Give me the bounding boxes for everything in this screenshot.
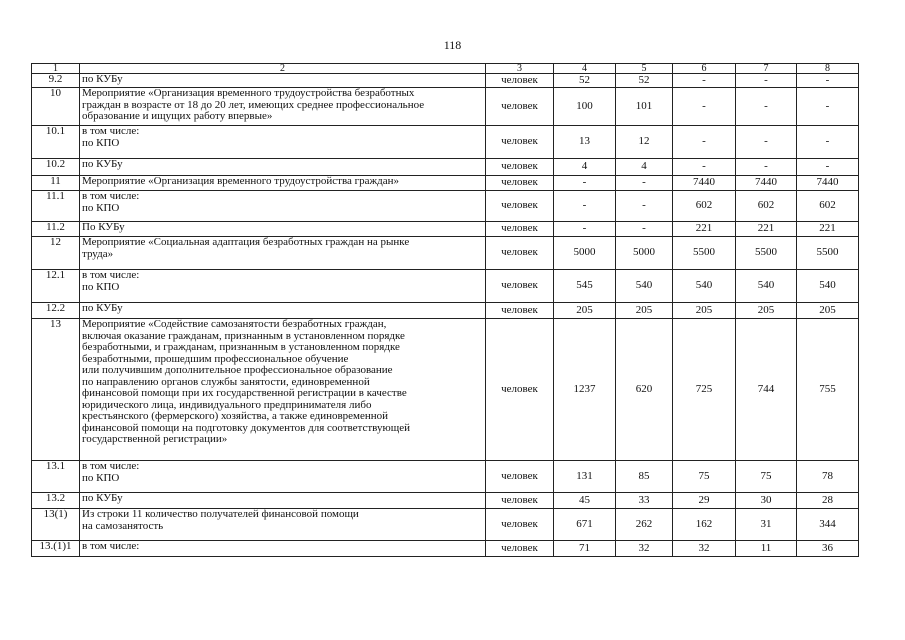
row-value: -: [673, 88, 736, 126]
row-description: [80, 319, 486, 461]
row-number: 9.2: [32, 74, 80, 88]
row-value: -: [736, 126, 797, 159]
row-value: 32: [616, 541, 673, 557]
row-description: [80, 159, 486, 176]
row-value: 75: [736, 461, 797, 493]
row-number: 13.2: [32, 493, 80, 509]
row-value: 5500: [673, 237, 736, 270]
row-description: [80, 222, 486, 237]
row-unit: человек: [486, 74, 554, 88]
table-row: [32, 319, 859, 461]
row-value: -: [736, 159, 797, 176]
row-value: 12: [616, 126, 673, 159]
row-value: 78: [797, 461, 859, 493]
row-description: [80, 88, 486, 126]
row-value: 540: [797, 270, 859, 303]
row-value: -: [554, 222, 616, 237]
table-row: [32, 126, 859, 159]
row-value: 540: [673, 270, 736, 303]
column-header: 1: [32, 64, 80, 74]
row-value: 85: [616, 461, 673, 493]
row-value: -: [616, 176, 673, 191]
row-value: 52: [554, 74, 616, 88]
row-unit: человек: [486, 176, 554, 191]
row-value: 5000: [616, 237, 673, 270]
row-description-text: в том числе: по КПО: [82, 125, 140, 149]
row-value: 28: [797, 493, 859, 509]
row-value: 31: [736, 509, 797, 541]
row-value: -: [797, 159, 859, 176]
row-value: -: [616, 191, 673, 222]
table-row: [32, 493, 859, 509]
row-description-text: Мероприятие «Организация временного трудоустройства безработных граждан в возрасте от 18 до 20 лет, имеющих среднее профессиональное образование и ищущих работу впервые»: [82, 87, 425, 122]
row-number: 10.2: [32, 159, 80, 176]
table-row: [32, 303, 859, 319]
row-value: -: [673, 74, 736, 88]
table-row: [32, 541, 859, 557]
table-row: [32, 159, 859, 176]
column-header: 4: [554, 64, 616, 74]
row-unit: человек: [486, 88, 554, 126]
row-value: 744: [736, 319, 797, 461]
row-value: -: [616, 222, 673, 237]
row-description-text: в том числе: по КПО: [82, 460, 140, 484]
row-number: 12: [32, 237, 80, 270]
table-row: [32, 74, 859, 88]
row-value: 32: [673, 541, 736, 557]
row-value: 1237: [554, 319, 616, 461]
row-description: [80, 509, 486, 541]
row-value: 755: [797, 319, 859, 461]
column-header: 3: [486, 64, 554, 74]
row-value: 602: [673, 191, 736, 222]
row-description-text: Мероприятие «Содействие самозанятости безработных граждан, включая оказание гражданам, признанным в установленном порядке безработными, и гражданам, признанным в установленном порядке безработными, прошедшим профессиональное обучение или получившим дополнительное профессиональное образование по направлению органов службы занятости, единовременной финансовой помощи при их государственной регистрации в качестве юридического лица, индивидуального предпринимателя либо крестьянского (фермерского) хозяйства, а также единовременной финансовой помощи на подготовку документов для соответствующей государственной регистрации»: [82, 318, 410, 445]
row-value: 5500: [797, 237, 859, 270]
row-value: -: [797, 126, 859, 159]
row-value: 29: [673, 493, 736, 509]
row-value: 725: [673, 319, 736, 461]
row-value: 205: [616, 303, 673, 319]
row-value: 36: [797, 541, 859, 557]
row-value: 205: [554, 303, 616, 319]
row-value: 540: [736, 270, 797, 303]
row-description: [80, 461, 486, 493]
column-header: 7: [736, 64, 797, 74]
row-description: [80, 176, 486, 191]
header-row: [32, 64, 859, 74]
row-description-text: по КУБу: [82, 492, 123, 504]
row-value: 131: [554, 461, 616, 493]
row-value: 7440: [673, 176, 736, 191]
row-description-text: по КУБу: [82, 158, 123, 170]
row-description-text: Мероприятие «Социальная адаптация безработных граждан на рынке труда»: [82, 236, 410, 260]
page-number: 118: [443, 38, 462, 52]
row-value: -: [673, 126, 736, 159]
column-header: 5: [616, 64, 673, 74]
table-row: [32, 88, 859, 126]
row-description-text: в том числе: по КПО: [82, 190, 140, 214]
row-value: 162: [673, 509, 736, 541]
row-value: 262: [616, 509, 673, 541]
row-value: 52: [616, 74, 673, 88]
row-value: -: [797, 88, 859, 126]
row-unit: человек: [486, 126, 554, 159]
row-value: 602: [797, 191, 859, 222]
row-description: [80, 191, 486, 222]
row-value: -: [673, 159, 736, 176]
table-row: [32, 461, 859, 493]
table-row: [32, 509, 859, 541]
row-description: [80, 237, 486, 270]
row-description-text: по КУБу: [82, 73, 123, 85]
row-value: 71: [554, 541, 616, 557]
table-row: [32, 237, 859, 270]
row-number: 13: [32, 319, 80, 461]
row-number: 11.1: [32, 191, 80, 222]
row-value: 5500: [736, 237, 797, 270]
row-value: -: [736, 88, 797, 126]
row-value: 671: [554, 509, 616, 541]
table-row: [32, 270, 859, 303]
row-unit: человек: [486, 159, 554, 176]
table-row: [32, 191, 859, 222]
row-description: [80, 126, 486, 159]
row-number: 10.1: [32, 126, 80, 159]
row-unit: человек: [486, 222, 554, 237]
row-value: 101: [616, 88, 673, 126]
row-value: 4: [554, 159, 616, 176]
row-value: -: [554, 176, 616, 191]
row-unit: человек: [486, 303, 554, 319]
row-unit: человек: [486, 191, 554, 222]
row-description-text: в том числе: по КПО: [82, 269, 140, 293]
row-unit: человек: [486, 319, 554, 461]
row-unit: человек: [486, 270, 554, 303]
row-description-text: по КУБу: [82, 302, 123, 314]
row-description: [80, 270, 486, 303]
row-value: 205: [797, 303, 859, 319]
row-value: 13: [554, 126, 616, 159]
row-value: 221: [673, 222, 736, 237]
column-header: 2: [80, 64, 486, 74]
table-row: [32, 222, 859, 237]
row-value: 620: [616, 319, 673, 461]
row-value: 33: [616, 493, 673, 509]
row-value: 221: [797, 222, 859, 237]
row-unit: человек: [486, 493, 554, 509]
row-value: 540: [616, 270, 673, 303]
row-description: [80, 541, 486, 557]
row-description-text: в том числе:: [82, 540, 140, 552]
row-value: -: [736, 74, 797, 88]
table-row: [32, 176, 859, 191]
row-number: 10: [32, 88, 80, 126]
row-description-text: По КУБу: [82, 221, 125, 233]
row-number: 12.2: [32, 303, 80, 319]
row-value: -: [554, 191, 616, 222]
row-value: 205: [736, 303, 797, 319]
row-unit: человек: [486, 237, 554, 270]
row-value: 7440: [736, 176, 797, 191]
row-value: 4: [616, 159, 673, 176]
column-header: 8: [797, 64, 859, 74]
row-value: 602: [736, 191, 797, 222]
row-number: 13.1: [32, 461, 80, 493]
row-value: -: [797, 74, 859, 88]
row-value: 7440: [797, 176, 859, 191]
row-value: 344: [797, 509, 859, 541]
row-number: 13.(1)1: [32, 541, 80, 557]
row-description-text: Мероприятие «Организация временного трудоустройства граждан»: [82, 175, 400, 187]
row-number: 11.2: [32, 222, 80, 237]
row-value: 45: [554, 493, 616, 509]
row-description: [80, 74, 486, 88]
row-description-text: Из строки 11 количество получателей финансовой помощи на самозанятость: [82, 508, 359, 532]
row-value: 75: [673, 461, 736, 493]
row-value: 545: [554, 270, 616, 303]
row-unit: человек: [486, 541, 554, 557]
row-value: 205: [673, 303, 736, 319]
row-number: 11: [32, 176, 80, 191]
row-value: 11: [736, 541, 797, 557]
column-header: 6: [673, 64, 736, 74]
data-table: [31, 63, 859, 557]
row-number: 12.1: [32, 270, 80, 303]
row-value: 30: [736, 493, 797, 509]
row-number: 13(1): [32, 509, 80, 541]
row-value: 221: [736, 222, 797, 237]
row-value: 100: [554, 88, 616, 126]
row-value: 5000: [554, 237, 616, 270]
row-description: [80, 493, 486, 509]
row-unit: человек: [486, 461, 554, 493]
row-description: [80, 303, 486, 319]
row-unit: человек: [486, 509, 554, 541]
